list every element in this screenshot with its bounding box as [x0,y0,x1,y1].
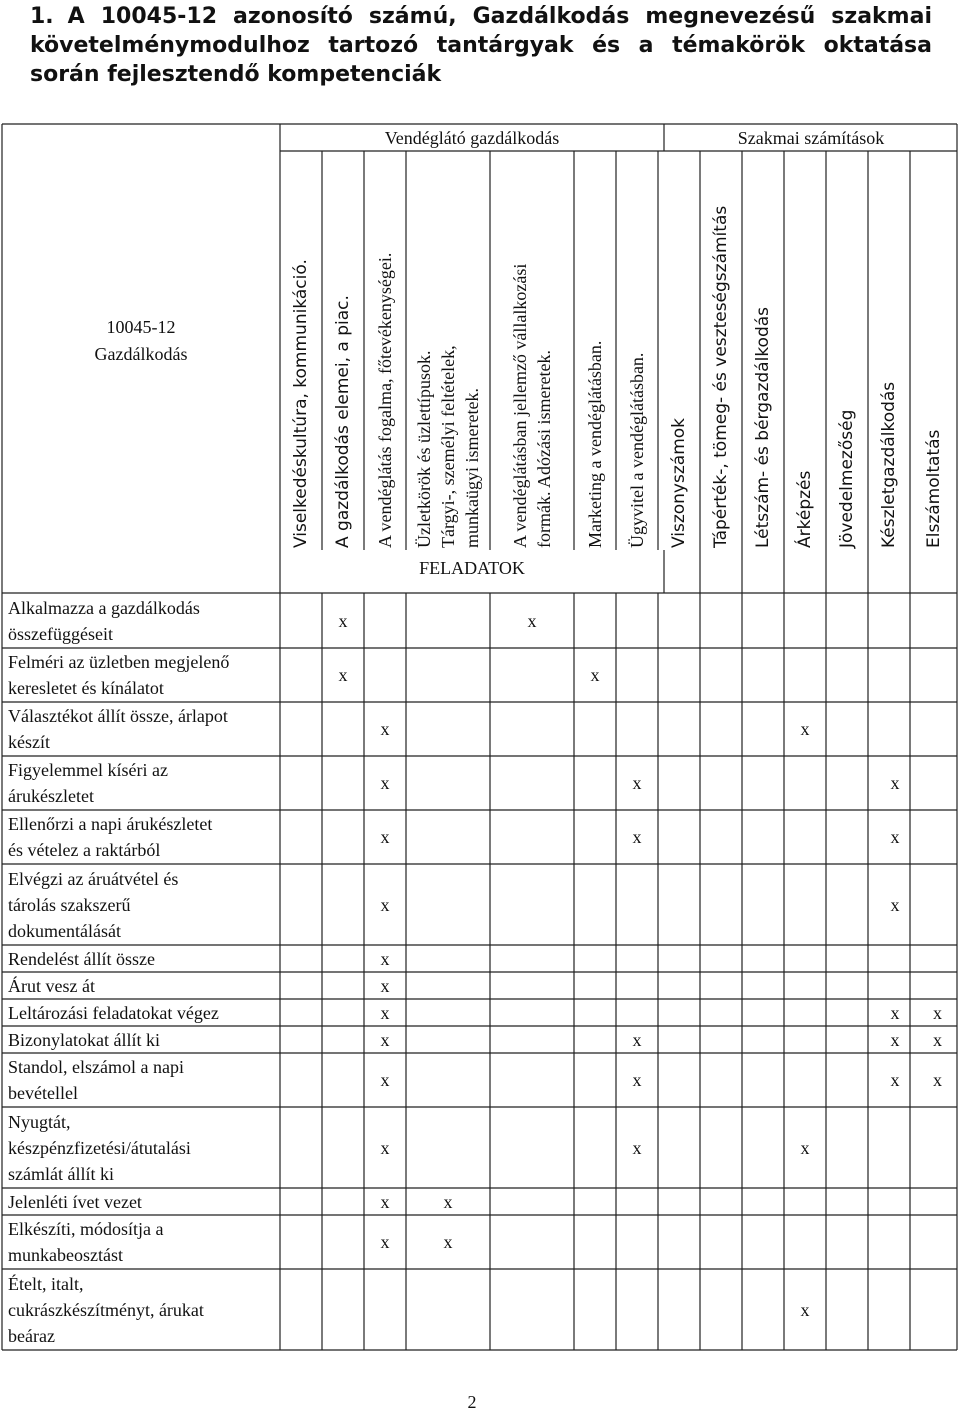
task-text-line: Ételt, italt, [8,1273,84,1294]
task-text-line: Alkalmazza a gazdálkodás [8,597,200,618]
competency-mark: x [890,1029,900,1050]
table-row-task [8,757,278,809]
column-header-label: A gazdálkodás elemei, a piac. [333,295,353,548]
task-text-line: Felméri az üzletben megjelenő [8,652,230,672]
competency-mark: x [890,1070,900,1090]
table-row-task [8,1000,278,1026]
competency-mark: x [380,773,390,793]
column-header-label: Üzletkörök és üzlettípusok. [414,350,434,548]
task-text-line: Elvégzi az áruátvétel és [8,868,179,889]
task-text-line: készpénzfizetési/átutalási [8,1137,191,1158]
task-text-line: Árut vesz át [8,975,95,996]
task-text-line: és vételez a raktárból [8,840,161,860]
competency-mark: x [890,773,900,793]
competency-mark: x [933,1070,942,1090]
competency-mark: x [380,1137,390,1158]
competency-mark: x [800,1299,810,1320]
column-header-label: munkaügyi ismeretek. [462,388,482,548]
task-text-line: Standol, elszámol a napi [8,1057,184,1077]
table-row-task [8,811,278,863]
competency-mark: x [890,1002,900,1023]
column-header-label: Létszám- és bérgazdálkodás [753,306,773,548]
competency-mark: x [380,1232,390,1252]
column-header-label: Árképzés [795,470,815,548]
table-row-task [8,1271,278,1349]
task-text-line: Választékot állít össze, árlapot [8,706,228,726]
heading-number: 1. [30,4,54,29]
task-text-line: Bizonylatokat állít ki [8,1029,160,1050]
task-text-line: számlát állít ki [8,1163,114,1184]
task-text-line: keresletet és kínálatot [8,678,164,698]
competency-mark: x [380,719,390,739]
competency-mark: x [590,665,600,685]
task-text-line: Ellenőrzi a napi árukészletet [8,814,213,834]
competency-mark: x [380,827,390,847]
table-row-task [8,1027,278,1053]
table-row-task [8,866,278,944]
competency-mark: x [380,975,390,996]
column-header-label: Készletgazdálkodás [879,381,899,548]
page-number: 2 [467,1392,477,1412]
competency-mark: x [380,894,390,915]
table-row-task [8,1109,278,1187]
task-text-line: készít [8,732,50,752]
competency-mark: x [632,773,642,793]
competency-mark: x [380,1029,390,1050]
competency-mark: x [380,1191,390,1212]
competency-mark: x [380,948,390,969]
section-label-feladatok: FELADATOK [419,558,525,578]
module-code: 10045-12 [106,317,176,337]
module-header-cell [4,314,278,368]
task-text-line: Leltározási feladatokat végez [8,1002,219,1023]
competency-mark: x [443,1232,453,1252]
competency-mark: x [890,827,900,847]
competency-mark: x [800,1137,810,1158]
competency-mark: x [632,1070,642,1090]
task-text-line: Rendelést állít össze [8,948,155,969]
competency-mark: x [443,1191,453,1212]
task-text-line: munkabeosztást [8,1245,123,1265]
competency-mark: x [338,610,348,631]
table-row-task [8,1054,278,1106]
column-header-label: Tárgyi-, személyi feltételek, [438,345,458,548]
task-text-line: Figyelemmel kíséri az [8,760,168,780]
column-header-label: Elszámoltatás [923,429,944,548]
table-row-task [8,973,278,999]
column-header-label: Viselkedéskultúra, kommunikáció. [291,259,311,548]
module-name: Gazdálkodás [94,344,188,364]
competency-mark: x [380,1070,390,1090]
competency-mark: x [527,610,537,631]
column-header-label: A vendéglátás fogalma, főtevékenységei. [375,252,395,548]
column-header-label: A vendéglátásban jellemző vállalkozási [510,263,530,548]
competency-mark: x [800,719,810,739]
competency-mark: x [632,1137,642,1158]
competency-mark: x [338,665,348,685]
table-row-task [8,703,278,755]
task-text-line: beáraz [8,1325,55,1346]
task-text-line: Jelenléti ívet vezet [8,1191,142,1212]
competency-mark: x [632,1029,642,1050]
table-row-task [8,946,278,972]
competency-mark: x [380,1002,390,1023]
column-header-label: Viszonyszámok [669,418,689,548]
column-header-label: Marketing a vendéglátásban. [585,340,605,548]
subject-group-vendeglato: Vendéglátó gazdálkodás [384,128,560,148]
column-header-label: Jövedelmezőség [837,409,857,548]
table-row-task [8,1189,278,1215]
competency-mark: x [890,894,900,915]
table-row-task [8,1216,278,1268]
task-text-line: árukészletet [8,786,94,806]
competency-mark: x [933,1029,942,1050]
table-row-task [8,649,278,701]
task-text-line: tárolás szakszerű [8,894,131,915]
column-header-label: Ügyvitel a vendéglátásban. [627,352,647,548]
column-header-label: formák. Adózási ismeretek. [534,350,554,548]
task-text-line: összefüggéseit [8,623,113,644]
heading-text: A 10045-12 azonosító számú, Gazdálkodás megnevezésű szakmai követelménymodulhoz tartozó tantárgyak és a témakörök oktatása során fejlesztendő kompetenciák [30,4,932,87]
competency-mark: x [933,1002,942,1023]
task-text-line: bevétellel [8,1083,78,1103]
task-text-line: cukrászkészítményt, árukat [8,1299,204,1320]
column-header-label: Tápérték-, tömeg- és veszteségszámítás [711,205,731,548]
table-row-task [8,595,278,647]
competency-mark: x [632,827,642,847]
task-text-line: dokumentálását [8,920,121,941]
task-text-line: Nyugtát, [8,1111,71,1132]
subject-group-szakmai-szamitasok: Szakmai számítások [737,128,885,148]
task-text-line: Elkészíti, módosítja a [8,1219,164,1239]
